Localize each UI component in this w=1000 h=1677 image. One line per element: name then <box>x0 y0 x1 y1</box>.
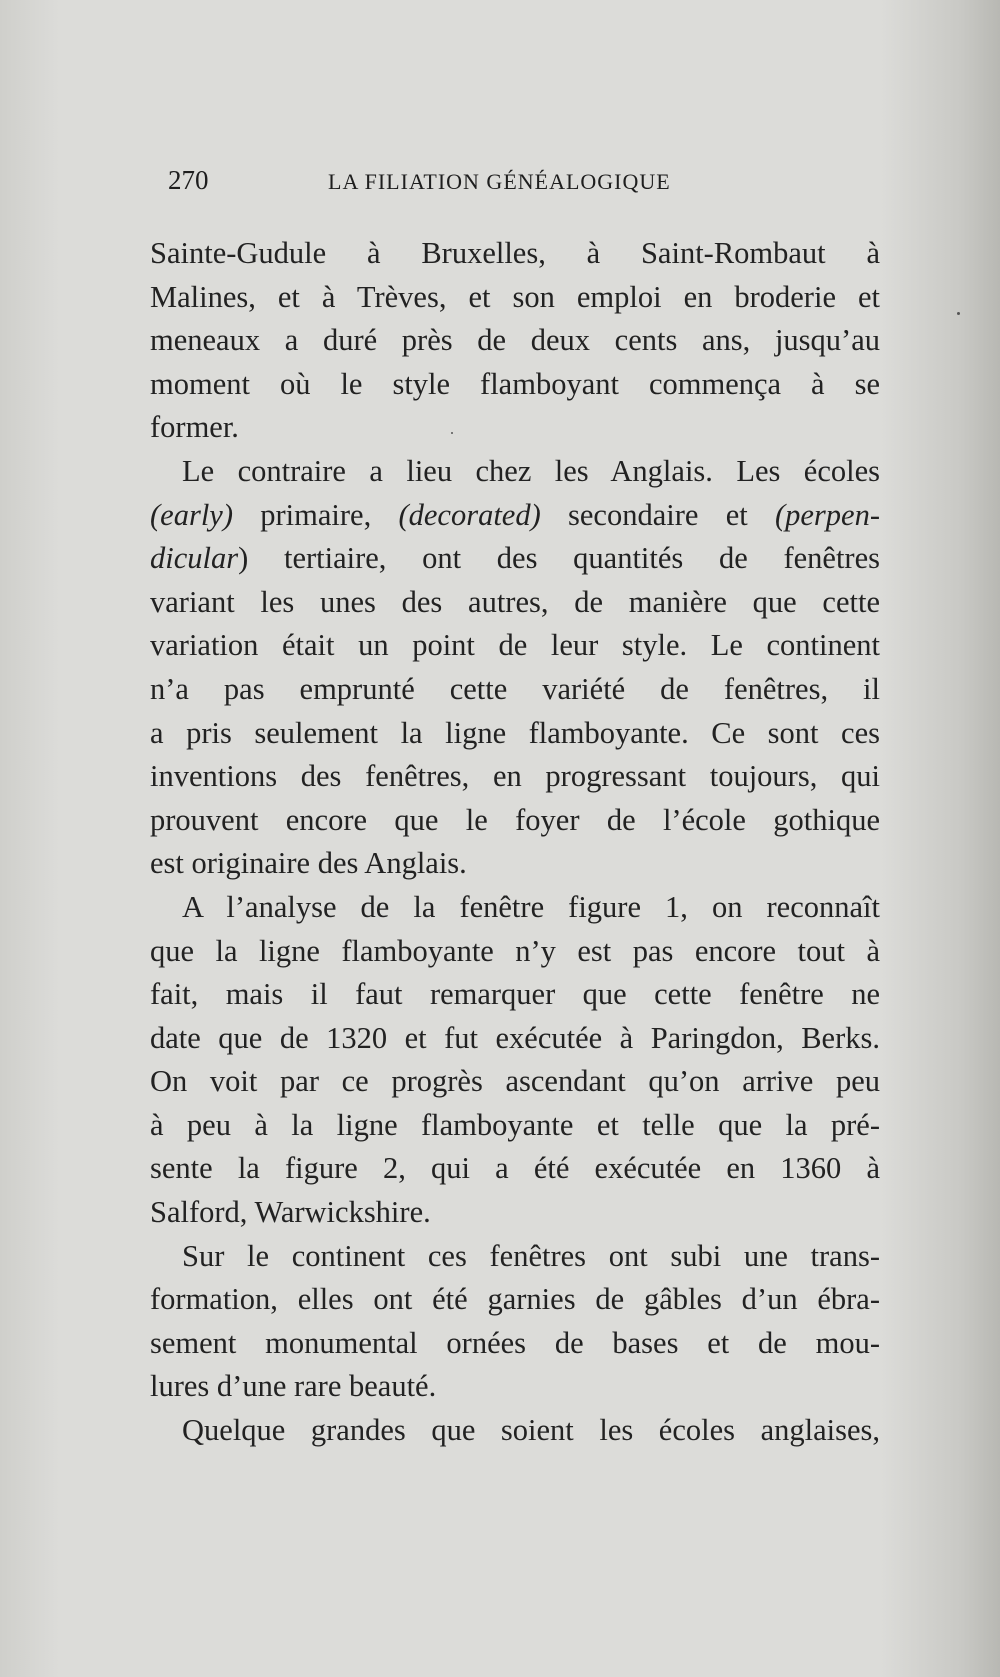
text-line: inventions des fenêtres, en progressant toujours, qui <box>150 759 880 794</box>
text-line: prouvent encore que le foyer de l’école gothique <box>150 802 880 837</box>
text-line: formation, elles ont été garnies de gâbles d’un ébra- <box>150 1282 880 1317</box>
text-line: Salford, Warwickshire. <box>150 1195 431 1230</box>
text-line: lures d’une rare beauté. <box>150 1369 437 1404</box>
page-number: 270 <box>168 165 209 195</box>
paragraph <box>150 1235 880 1409</box>
body-text <box>150 232 880 1453</box>
paper-speck <box>451 432 453 434</box>
running-title: LA FILIATION GÉNÉALOGIQUE <box>328 169 671 194</box>
text-line: sement monumental ornées de bases et de mou- <box>150 1325 880 1360</box>
paragraph <box>150 1409 880 1453</box>
text-line: Quelque grandes que soient les écoles anglaises, <box>182 1413 880 1448</box>
text-line: fait, mais il faut remarquer que cette fenêtre ne <box>150 977 880 1012</box>
text-line: On voit par ce progrès ascendant qu’on arrive peu <box>150 1064 880 1099</box>
text-line: Malines, et à Trèves, et son emploi en broderie et <box>150 279 880 314</box>
text-line: variant les unes des autres, de manière que cette <box>150 584 880 619</box>
paragraph <box>150 232 880 450</box>
paper-speck <box>957 312 960 315</box>
text-line: est originaire des Anglais. <box>150 846 467 881</box>
text-line: que la ligne flamboyante n’y est pas encore tout à <box>150 933 880 968</box>
text-line: former. <box>150 410 239 445</box>
text-line: a pris seulement la ligne flamboyante. Ce sont ces <box>150 715 880 750</box>
text-line: n’a pas emprunté cette variété de fenêtres, il <box>150 671 880 706</box>
running-head <box>168 165 748 201</box>
text-line: date que de 1320 et fut exécutée à Paringdon, Berks. <box>150 1020 880 1055</box>
text-line: dicular) tertiaire, ont des quantités de fenêtres <box>150 541 880 576</box>
text-line: variation était un point de leur style. Le continent <box>150 628 880 663</box>
text-line: sente la figure 2, qui a été exécutée en 1360 à <box>150 1151 880 1186</box>
text-line: Sainte-Gudule à Bruxelles, à Saint-Rombaut à <box>150 236 880 270</box>
paragraph <box>150 886 880 1235</box>
text-line: A l’analyse de la fenêtre figure 1, on reconnaît <box>182 889 880 924</box>
text-line: (early) primaire, (decorated) secondaire et (perpen- <box>150 497 880 532</box>
text-line: à peu à la ligne flamboyante et telle que la pré- <box>150 1107 880 1142</box>
paragraph <box>150 450 880 886</box>
text-line: Le contraire a lieu chez les Anglais. Les écoles <box>182 453 880 488</box>
text-line: Sur le continent ces fenêtres ont subi une trans- <box>182 1238 880 1273</box>
text-line: meneaux a duré près de deux cents ans, jusqu’au <box>150 323 880 358</box>
text-line: moment où le style flamboyant commença à se <box>150 366 880 401</box>
